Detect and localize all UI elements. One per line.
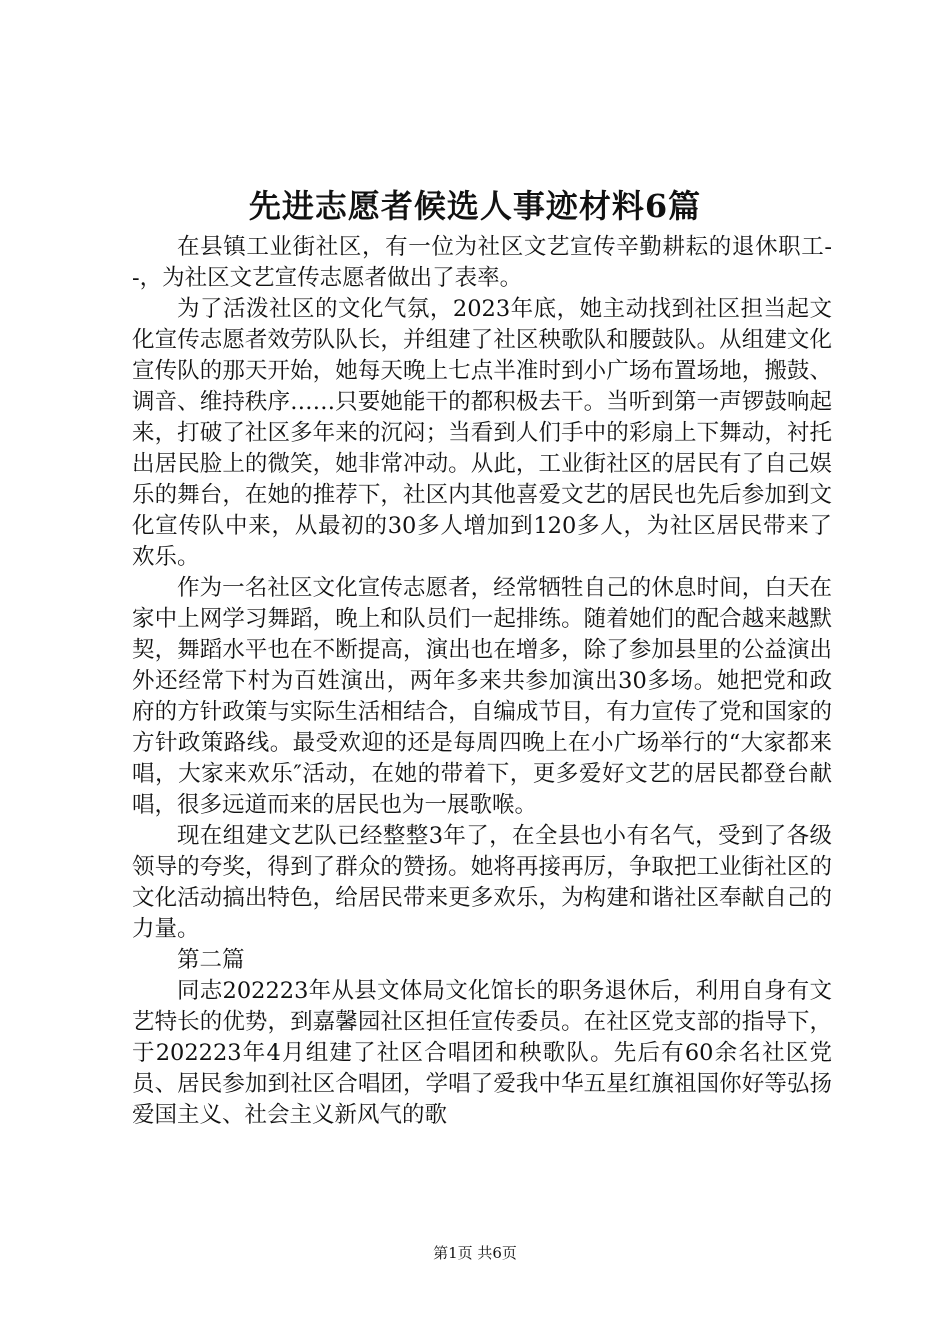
paragraph-5: 同志202223年从县文体局文化馆长的职务退休后，利用自身有文艺特长的优势，到嘉馨园社区担任宣传委员。在社区党支部的指导下，于202223年4月组建了社区合唱团和秧歌队。先后有60余名社区党员、居民参加到社区合唱团，学唱了爱我中华五星红旗祖国你好等弘扬爱国主义、社会主义新风气的歌 bbox=[132, 978, 832, 1128]
page-footer: 第1页 共6页 bbox=[433, 1244, 517, 1262]
paragraph-3: 作为一名社区文化宣传志愿者，经常牺牲自己的休息时间，白天在家中上网学习舞蹈，晚上和队员们一起排练。随着她们的配合越来越默契，舞蹈水平也在不断提高，演出也在增多，除了参加县里的公益演出外还经常下村为百姓演出，两年多来共参加演出30多场。她把党和政府的方针政策与实际生活相结合，自编成节目，有力宣传了党和国家的方针政策路线。最受欢迎的还是每周四晚上在小广场举行的“大家都来唱，大家来欢乐″活动，在她的带着下，更多爱好文艺的居民都登台献唱，很多远道而来的居民也为一展歌喉。 bbox=[132, 575, 832, 818]
section-heading-2: 第二篇 bbox=[177, 947, 245, 973]
paragraph-4: 现在组建文艺队已经整整3年了，在全县也小有名气，受到了各级领导的夸奖，得到了群众的赞扬。她将再接再厉，争取把工业街社区的文化活动搞出特色，给居民带来更多欢乐，为构建和谐社区奉献自己的力量。 bbox=[132, 823, 832, 942]
document-body bbox=[132, 232, 832, 1131]
document-title: 先进志愿者候选人事迹材料6篇 bbox=[248, 187, 702, 225]
paragraph-1: 在县镇工业街社区，有一位为社区文艺宣传辛勤耕耘的退休职工--，为社区文艺宣传志愿者做出了表率。 bbox=[132, 234, 832, 291]
paragraph-2: 为了活泼社区的文化气氛，2023年底，她主动找到社区担当起文化宣传志愿者效劳队队长，并组建了社区秧歌队和腰鼓队。从组建文化宣传队的那天开始，她每天晚上七点半准时到小广场布置场地，搬鼓、调音、维持秩序……只要她能干的都积极去干。当听到第一声锣鼓响起来，打破了社区多年来的沉闷；当看到人们手中的彩扇上下舞动，衬托出居民脸上的微笑，她非常冲动。从此，工业街社区的居民有了自己娱乐的舞台，在她的推荐下，社区内其他喜爱文艺的居民也先后参加到文化宣传队中来，从最初的30多人增加到120多人，为社区居民带来了欢乐。 bbox=[132, 296, 832, 570]
